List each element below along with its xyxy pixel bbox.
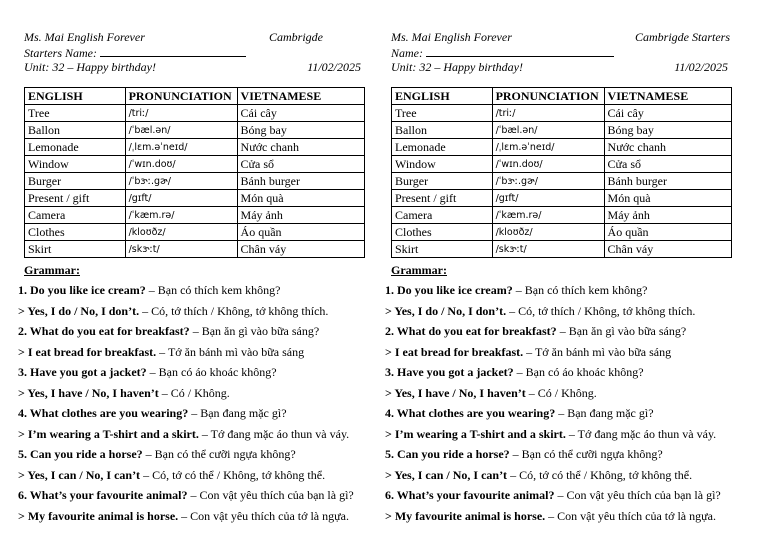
grammar-translation: – Có / Không. [525,385,597,400]
pronunciation: /ˈbɝː.gɚ/ [125,173,237,190]
grammar-line [18,365,368,386]
unit-title: Unit: 32 – Happy birthday! [391,60,523,74]
pronunciation: /ˈbæl.ən/ [492,122,604,139]
vietnamese-word: Áo quần [237,224,364,241]
vietnamese-word: Bóng bay [604,122,731,139]
grammar-line [385,324,735,345]
grammar-translation: – Con vật yêu thích của tớ là ngựa. [545,508,716,523]
worksheet-left [18,30,368,523]
pronunciation: /ˈkæm.rə/ [492,207,604,224]
vietnamese-word: Máy ảnh [604,207,731,224]
english-word: Window [392,156,493,173]
table-row [25,122,365,139]
english-word: Tree [25,105,126,122]
pronunciation: /ˈkæm.rə/ [125,207,237,224]
table-row [392,224,732,241]
grammar-line [385,427,735,448]
table-row [392,207,732,224]
grammar-phrase: 1. Do you like ice cream? [385,283,513,297]
grammar-phrase: 4. What clothes are you wearing? [18,406,189,420]
worksheet-header [18,30,368,76]
course-name: Cambrigde [269,30,323,44]
vietnamese-word: Cái cây [237,105,364,122]
table-row [25,207,365,224]
column-header: VIETNAMESE [604,88,731,105]
grammar-line [385,488,735,509]
pronunciation: /ˌlɛm.əˈneɪd/ [125,139,237,156]
pronunciation: /triː/ [125,105,237,122]
name-label: Name: [391,46,423,60]
vietnamese-word: Chân váy [604,241,731,258]
grammar-translation: – Bạn ăn gì vào bữa sáng? [189,324,320,338]
student-name-line [391,45,614,61]
grammar-phrase: > I’m wearing a T-shirt and a skirt. [18,426,199,441]
vietnamese-word: Máy ảnh [237,207,364,224]
vietnamese-word: Cửa sổ [604,156,731,173]
table-row [392,190,732,207]
grammar-line [18,509,368,530]
grammar-line [385,509,735,530]
grammar-translation: – Con vật yêu thích của bạn là gì? [187,488,354,502]
grammar-translation: – Tớ ăn bánh mì vào bữa sáng [156,344,305,359]
english-word: Burger [392,173,493,190]
pronunciation: /ˌlɛm.əˈneɪd/ [492,139,604,156]
column-header: ENGLISH [25,88,126,105]
grammar-phrase: 3. Have you got a jacket? [18,365,147,379]
grammar-line [385,304,735,325]
table-row [392,122,732,139]
vietnamese-word: Món quà [237,190,364,207]
grammar-phrase: 1. Do you like ice cream? [18,283,146,297]
grammar-line [18,488,368,509]
table-row [25,241,365,258]
grammar-line [18,386,368,407]
grammar-title: Grammar: [24,263,80,277]
english-word: Present / gift [392,190,493,207]
vietnamese-word: Cái cây [604,105,731,122]
grammar-translation: – Con vật yêu thích của tớ là ngựa. [178,508,349,523]
grammar-phrase: > Yes, I can / No, I can’t [18,467,141,482]
grammar-translation: – Bạn có thích kem không? [512,283,648,297]
grammar-translation: – Có, tớ thích / Không, tớ không thích. [139,303,329,318]
grammar-list [385,283,735,529]
pronunciation: /triː/ [492,105,604,122]
table-header-row [392,88,732,105]
grammar-phrase: > Yes, I do / No, I don’t. [18,303,140,318]
table-row [25,156,365,173]
grammar-translation: – Bạn có thích kem không? [145,283,281,297]
grammar-line [385,447,735,468]
table-row [392,139,732,156]
english-word: Tree [392,105,493,122]
grammar-line [18,447,368,468]
grammar-phrase: > I eat bread for breakfast. [18,344,157,359]
english-word: Clothes [392,224,493,241]
grammar-translation: – Bạn đang mặc gì? [188,406,287,420]
vietnamese-word: Món quà [604,190,731,207]
grammar-translation: – Bạn có áo khoác không? [146,365,277,379]
grammar-line [385,468,735,489]
pronunciation: /skɝːt/ [125,241,237,258]
grammar-translation: – Có / Không. [158,385,230,400]
grammar-line [18,283,368,304]
grammar-line [385,386,735,407]
grammar-translation: – Bạn có thể cưỡi ngựa không? [509,447,663,461]
english-word: Burger [25,173,126,190]
grammar-translation: – Con vật yêu thích của bạn là gì? [554,488,721,502]
grammar-translation: – Tớ đang mặc áo thun và váy. [198,426,350,441]
grammar-line [18,304,368,325]
pronunciation: /ˈwɪn.doʊ/ [125,156,237,173]
vietnamese-word: Nước chanh [604,139,731,156]
grammar-phrase: 6. What’s your favourite animal? [18,488,188,502]
column-header: VIETNAMESE [237,88,364,105]
pronunciation: /kloʊðz/ [492,224,604,241]
name-blank [426,45,614,57]
grammar-phrase: > Yes, I have / No, I haven’t [385,385,526,400]
unit-title: Unit: 32 – Happy birthday! [24,60,156,74]
grammar-phrase: 5. Can you ride a horse? [385,447,510,461]
table-header-row [25,88,365,105]
grammar-translation: – Bạn có áo khoác không? [513,365,644,379]
table-row [25,139,365,156]
english-word: Lemonade [392,139,493,156]
table-row [25,190,365,207]
english-word: Lemonade [25,139,126,156]
name-blank [100,45,246,57]
english-word: Present / gift [25,190,126,207]
vietnamese-word: Cửa sổ [237,156,364,173]
table-row [25,173,365,190]
grammar-phrase: > My favourite animal is horse. [385,508,546,523]
pronunciation: /skɝːt/ [492,241,604,258]
english-word: Window [25,156,126,173]
table-row [392,105,732,122]
grammar-line [385,406,735,427]
grammar-phrase: 6. What’s your favourite animal? [385,488,555,502]
grammar-line [18,427,368,448]
grammar-line [18,324,368,345]
teacher-name: Ms. Mai English Forever [24,30,145,44]
vocabulary-table [391,87,732,258]
grammar-translation: – Bạn có thể cưỡi ngựa không? [142,447,296,461]
grammar-phrase: > Yes, I can / No, I can’t [385,467,508,482]
english-word: Skirt [392,241,493,258]
table-row [392,173,732,190]
column-header: PRONUNCIATION [125,88,237,105]
grammar-phrase: > I’m wearing a T-shirt and a skirt. [385,426,566,441]
english-word: Clothes [25,224,126,241]
grammar-title: Grammar: [391,263,447,277]
grammar-translation: – Có, tớ có thể / Không, tớ không thể. [140,467,326,482]
student-name-line [24,45,246,61]
teacher-name: Ms. Mai English Forever [391,30,512,44]
name-label: Starters Name: [24,46,97,60]
pronunciation: /ˈbɝː.gɚ/ [492,173,604,190]
grammar-phrase: 5. Can you ride a horse? [18,447,143,461]
grammar-line [385,345,735,366]
pronunciation: /ˈbæl.ən/ [125,122,237,139]
grammar-phrase: 4. What clothes are you wearing? [385,406,556,420]
english-word: Skirt [25,241,126,258]
vietnamese-word: Áo quần [604,224,731,241]
vietnamese-word: Bánh burger [604,173,731,190]
grammar-translation: – Bạn ăn gì vào bữa sáng? [556,324,687,338]
worksheet-date: 11/02/2025 [307,60,361,74]
grammar-line [18,345,368,366]
grammar-translation: – Bạn đang mặc gì? [555,406,654,420]
grammar-phrase: 3. Have you got a jacket? [385,365,514,379]
worksheet-date: 11/02/2025 [674,60,728,74]
english-word: Ballon [25,122,126,139]
grammar-line [385,283,735,304]
pronunciation: /kloʊðz/ [125,224,237,241]
grammar-translation: – Có, tớ thích / Không, tớ không thích. [506,303,696,318]
grammar-phrase: > I eat bread for breakfast. [385,344,524,359]
grammar-phrase: > My favourite animal is horse. [18,508,179,523]
english-word: Ballon [392,122,493,139]
table-row [392,156,732,173]
pronunciation: /gɪft/ [125,190,237,207]
grammar-translation: – Có, tớ có thể / Không, tớ không thể. [507,467,693,482]
vocabulary-table [24,87,365,258]
grammar-translation: – Tớ đang mặc áo thun và váy. [565,426,717,441]
grammar-phrase: > Yes, I have / No, I haven’t [18,385,159,400]
vietnamese-word: Chân váy [237,241,364,258]
table-row [392,241,732,258]
column-header: ENGLISH [392,88,493,105]
grammar-line [18,406,368,427]
table-row [25,224,365,241]
worksheet-right [385,30,735,523]
column-header: PRONUNCIATION [492,88,604,105]
grammar-line [385,365,735,386]
vietnamese-word: Bóng bay [237,122,364,139]
pronunciation: /ˈwɪn.doʊ/ [492,156,604,173]
pronunciation: /gɪft/ [492,190,604,207]
grammar-phrase: > Yes, I do / No, I don’t. [385,303,507,318]
english-word: Camera [25,207,126,224]
grammar-list [18,283,368,529]
vietnamese-word: Bánh burger [237,173,364,190]
table-row [25,105,365,122]
english-word: Camera [392,207,493,224]
worksheet-header [385,30,735,76]
grammar-phrase: 2. What do you eat for breakfast? [385,324,557,338]
course-name: Cambrigde Starters [634,30,730,44]
grammar-line [18,468,368,489]
vietnamese-word: Nước chanh [237,139,364,156]
grammar-phrase: 2. What do you eat for breakfast? [18,324,190,338]
grammar-translation: – Tớ ăn bánh mì vào bữa sáng [523,344,672,359]
